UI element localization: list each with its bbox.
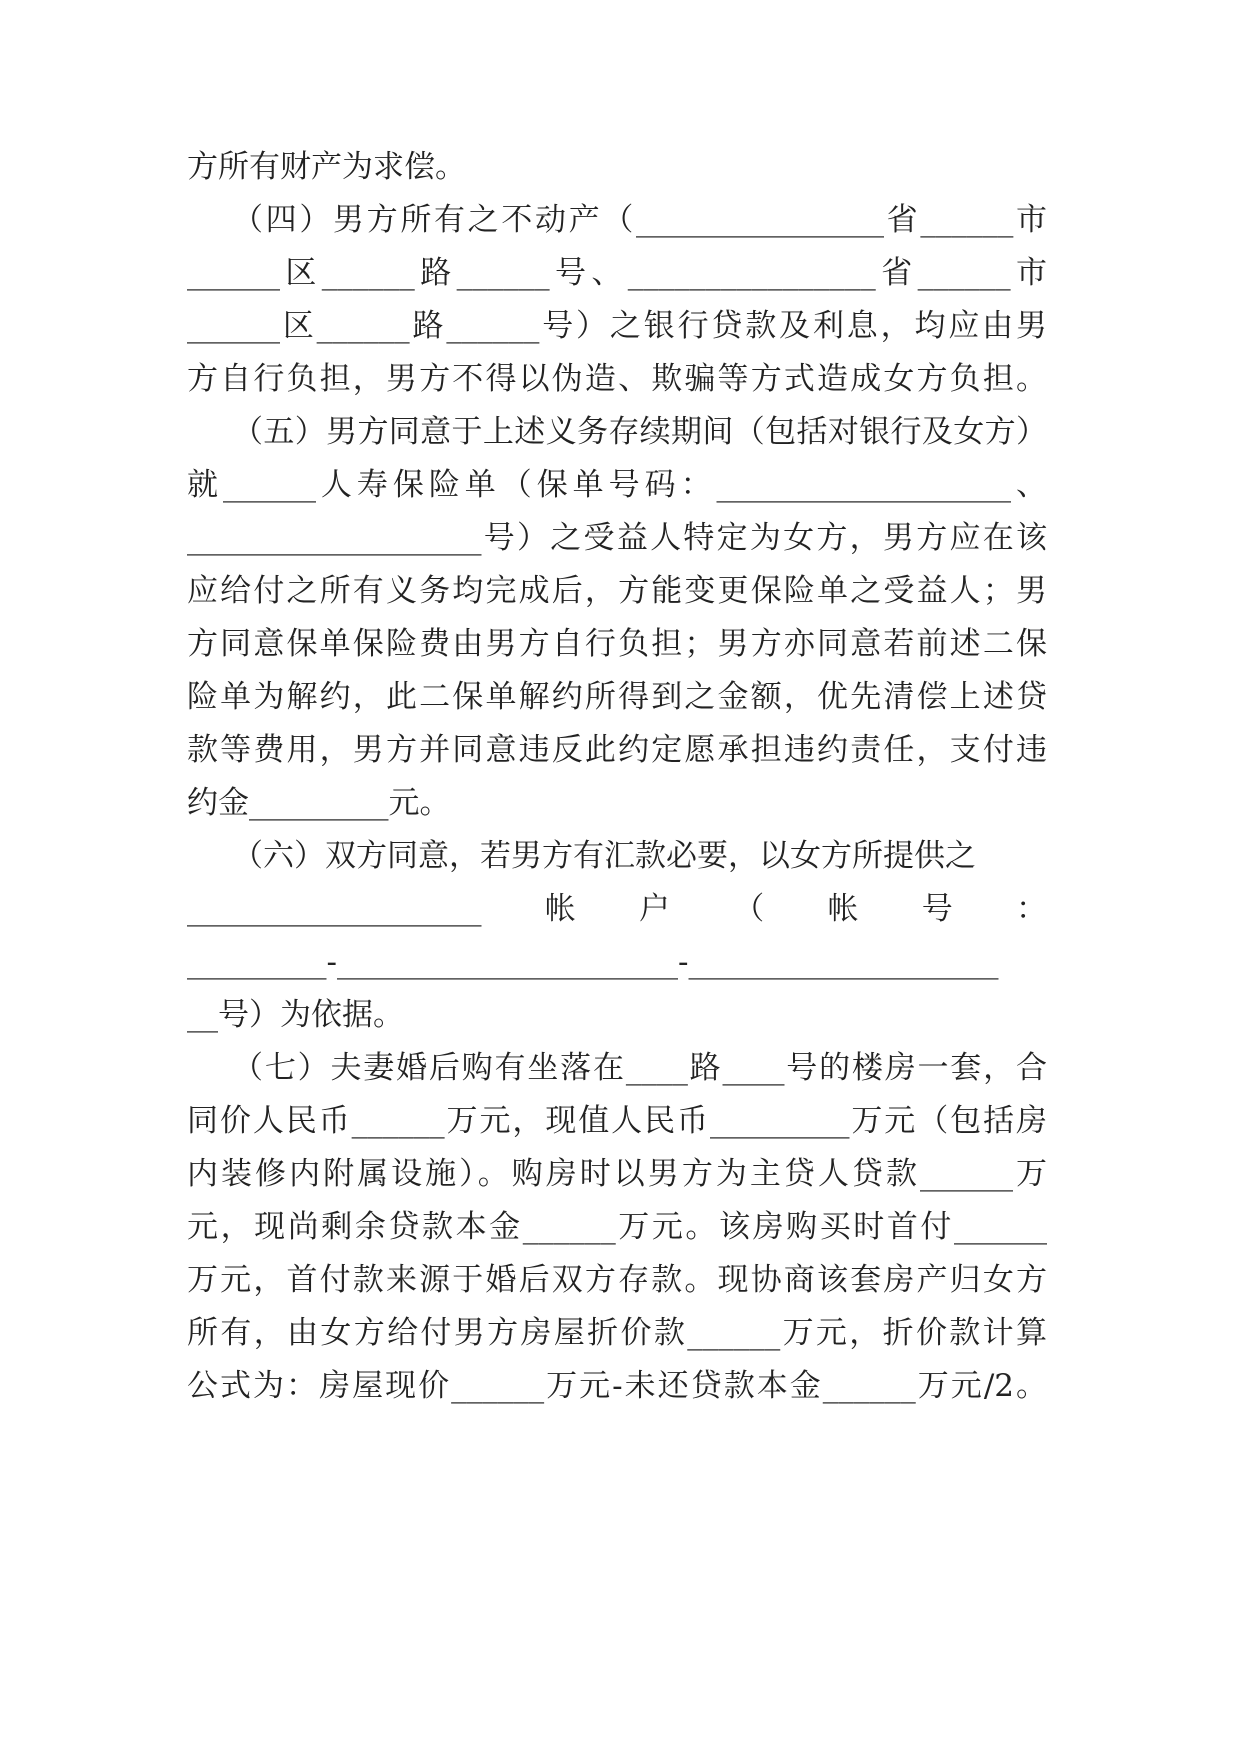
text-line-10: 方同意保单保险费由男方自行负担；男方亦同意若前述二保 [187, 626, 1047, 662]
text-line-21: 元，现尚剩余贷款本金______万元。该房购买时首付______ [187, 1209, 1047, 1245]
text-line-12: 款等费用，男方并同意违反此约定愿承担违约责任，支付违 [187, 732, 1047, 768]
text-line-22: 万元，首付款来源于婚后双方存款。现协商该套房产归女方 [187, 1262, 1047, 1298]
text-line-1: 方所有财产为求偿。 [187, 149, 466, 185]
text-line-4: ______区______路______号）之银行贷款及利息，均应由男 [187, 308, 1047, 344]
text-line-17: __号）为依据。 [187, 997, 404, 1033]
text-line-18: （七）夫妻婚后购有坐落在____路____号的楼房一套，合 [232, 1050, 1047, 1086]
text-line-20: 内装修内附属设施）。购房时以男方为主贷人贷款______万 [187, 1156, 1047, 1192]
text-line-24: 公式为：房屋现价______万元-未还贷款本金______万元/2。 [187, 1368, 1047, 1404]
text-line-13: 约金_________元。 [187, 785, 451, 821]
text-line-3: ______区______路______号、________________省______市 [187, 255, 1047, 291]
text-line-23: 所有，由女方给付男方房屋折价款______万元，折价款计算 [187, 1315, 1047, 1351]
text-line-9: 应给付之所有义务均完成后，方能变更保险单之受益人；男 [187, 573, 1047, 609]
text-line-14: （六）双方同意，若男方有汇款必要，以女方所提供之 [232, 838, 976, 874]
text-line-2: （四）男方所有之不动产（________________省______市 [232, 202, 1047, 238]
text-line-8: ___________________号）之受益人特定为女方，男方应在该 [187, 520, 1047, 556]
text-line-5: 方自行负担，男方不得以伪造、欺骗等方式造成女方负担。 [187, 361, 1047, 397]
text-line-7: 就______人寿保险单（保单号码：___________________、 [187, 467, 1047, 503]
text-line-11: 险单为解约，此二保单解约所得到之金额，优先清偿上述贷 [187, 679, 1047, 715]
text-line-15: ___________________帐户（帐号： [187, 891, 1047, 927]
text-line-6: （五）男方同意于上述义务存续期间（包括对银行及女方） [232, 414, 1047, 450]
text-line-19: 同价人民币______万元，现值人民币_________万元（包括房 [187, 1103, 1047, 1139]
text-line-16: _________-______________________-____________________ [187, 944, 999, 980]
